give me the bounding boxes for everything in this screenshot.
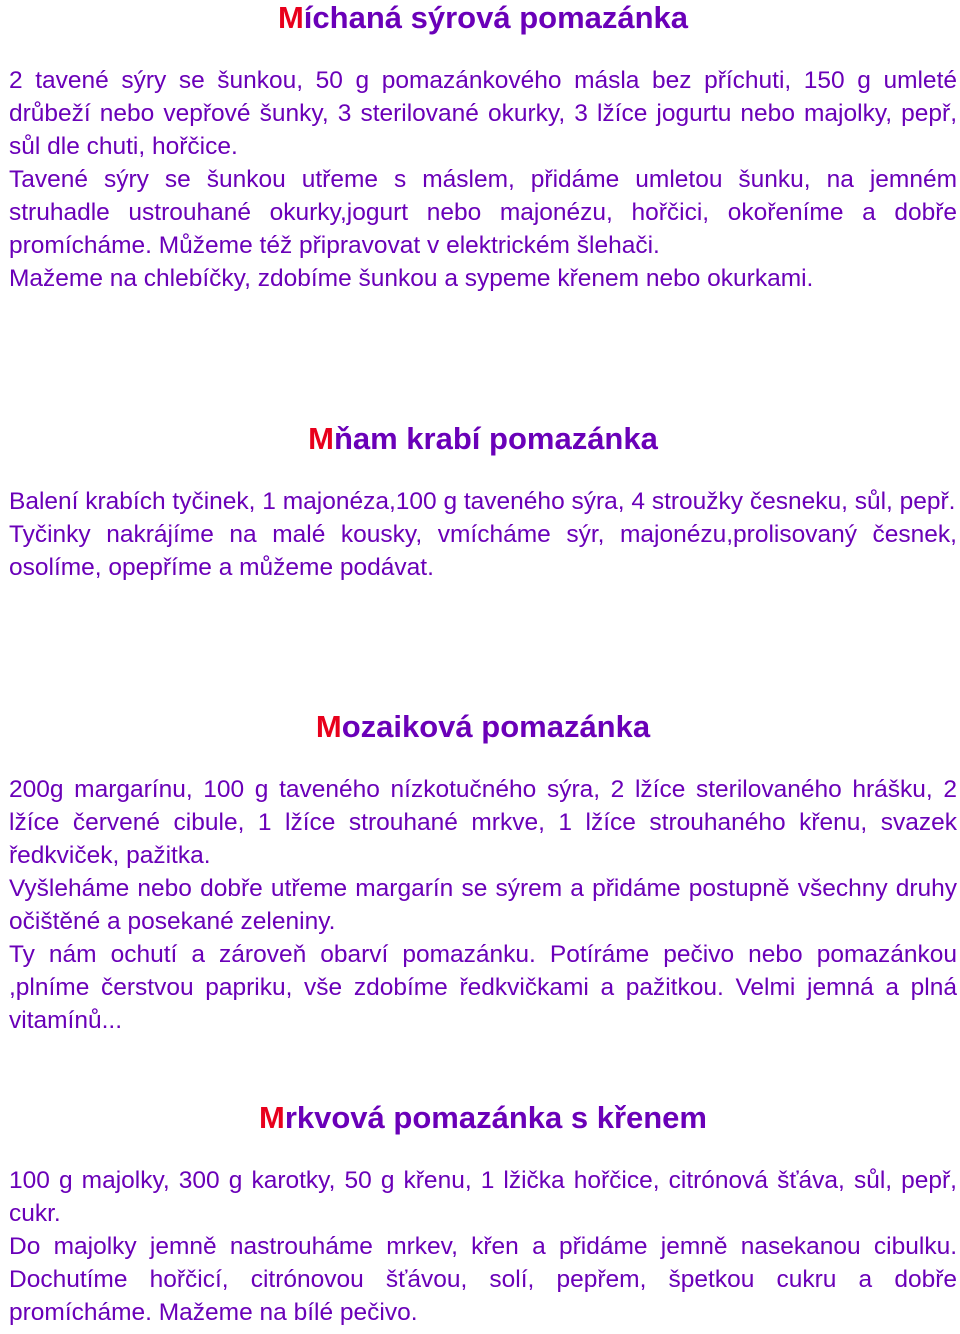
serving-paragraph: Mažeme na chlebíčky, zdobíme šunkou a sypeme křenem nebo okurkami. bbox=[9, 265, 814, 292]
title-rest: ňam krabí pomazánka bbox=[333, 421, 658, 456]
instructions-paragraph: Tyčinky nakrájíme na malé kousky, vmícháme sýr, majonézu,prolisovaný česnek, osolíme, opepříme a můžeme podávat. bbox=[9, 521, 957, 581]
recipe-title bbox=[9, 709, 957, 745]
instructions-paragraph: Vyšleháme nebo dobře utřeme margarín se sýrem a přidáme postupně všechny druhy očištěné a posekané zeleniny. bbox=[9, 875, 957, 935]
ingredients-paragraph: 100 g majolky, 300 g karotky, 50 g křenu, 1 lžička hořčice, citrónová šťáva, sůl, pepř, cukr. bbox=[9, 1167, 957, 1227]
instructions-paragraph: Do majolky jemně nastrouháme mrkev, křen a přidáme jemně nasekanou cibulku. Dochutíme hořčicí, citrónovou šťávou, solí, pepřem, špetkou cukru a dobře promícháme. Mažeme na bílé pečivo. bbox=[9, 1233, 957, 1326]
recipe-title bbox=[9, 1100, 957, 1136]
recipe-title bbox=[9, 0, 957, 36]
ingredients-paragraph: Balení krabích tyčinek, 1 majonéza,100 g taveného sýra, 4 stroužky česneku, sůl, pepř. bbox=[9, 488, 956, 515]
title-rest: íchaná sýrová pomazánka bbox=[303, 0, 689, 35]
recipe-michana-syrova bbox=[9, 0, 957, 295]
recipe-mrkvova-s-krenem bbox=[9, 1100, 957, 1329]
serving-paragraph: Ty nám ochutí a zároveň obarví pomazánku. Potíráme pečivo nebo pomazánkou ,plníme čerstvou papriku, vše zdobíme ředkvičkami a pažitkou. Velmi jemná a plná vitamínů... bbox=[9, 941, 957, 1034]
title-initial: M bbox=[277, 0, 304, 35]
title-initial: M bbox=[315, 709, 342, 744]
ingredients-paragraph: 200g margarínu, 100 g taveného nízkotučného sýra, 2 lžíce sterilovaného hrášku, 2 lžíce červené cibule, 1 lžíce strouhané mrkve, 1 lžíce strouhaného křenu, svazek ředkviček, pažitka. bbox=[9, 776, 957, 869]
instructions-paragraph: Tavené sýry se šunkou utřeme s máslem, přidáme umletou šunku, na jemném struhadle ustrouhané okurky,jogurt nebo majonézu, hořčici, okořeníme a dobře promícháme. Můžeme též připravovat v elektrickém šlehači. bbox=[9, 166, 957, 259]
title-rest: ozaiková pomazánka bbox=[341, 709, 651, 744]
ingredients-paragraph: 2 tavené sýry se šunkou, 50 g pomazánkového másla bez příchuti, 150 g umleté drůbeží nebo vepřové šunky, 3 sterilované okurky, 3 lžíce jogurtu nebo majolky, pepř, sůl dle chuti, hořčice. bbox=[9, 67, 957, 160]
recipe-mnam-krabi bbox=[9, 421, 957, 584]
title-rest: rkvová pomazánka s křenem bbox=[284, 1100, 707, 1135]
recipe-mozaikova bbox=[9, 709, 957, 1037]
title-initial: M bbox=[308, 421, 334, 456]
title-initial: M bbox=[259, 1100, 285, 1135]
recipe-title bbox=[9, 421, 957, 457]
